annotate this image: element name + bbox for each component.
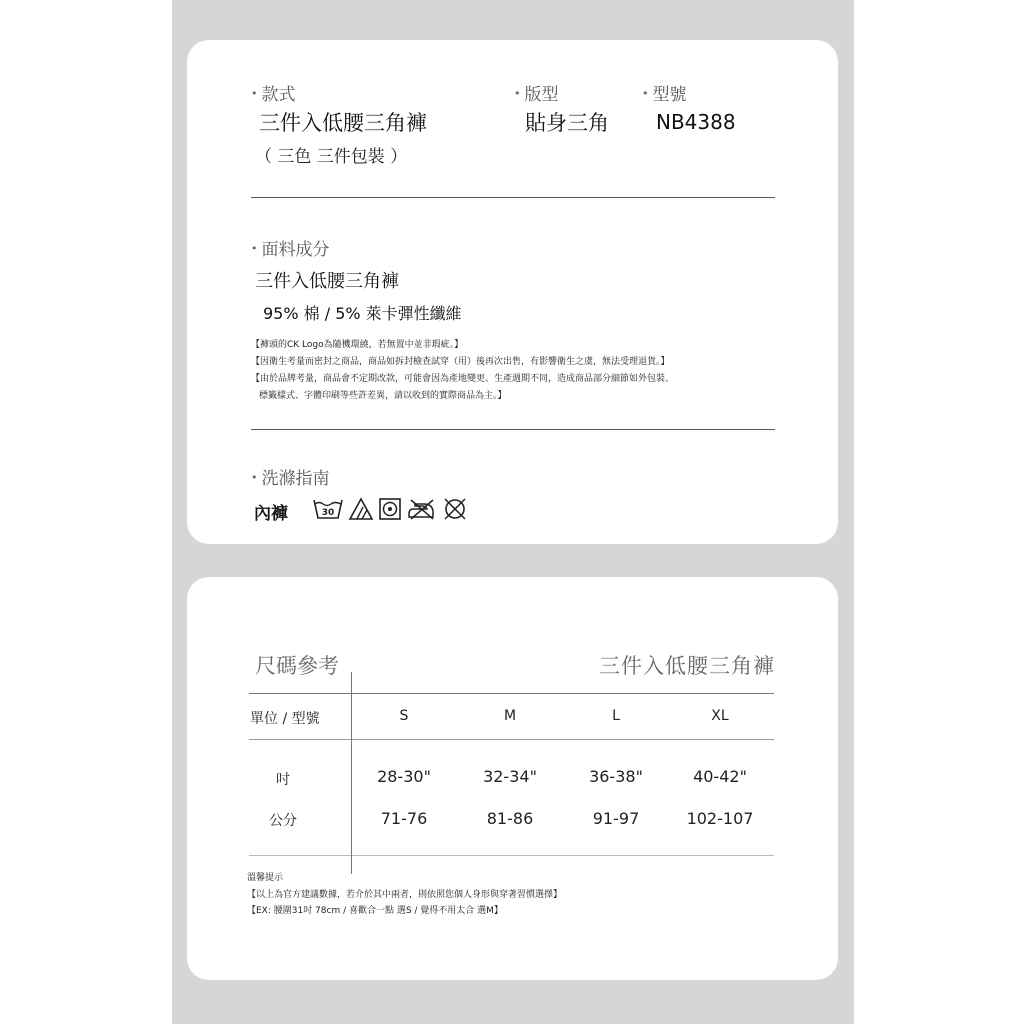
- style-label: • 款式: [251, 80, 296, 105]
- fit-value: 貼身三角: [525, 111, 609, 135]
- table-cell: 102-107: [686, 809, 754, 828]
- size-chart-product: 三件入低腰三角褲: [599, 654, 775, 678]
- fabric-note: 標籤樣式、字體印刷等些許差異，請以收到的實際商品為主。】: [259, 391, 507, 401]
- model-label: • 型號: [642, 80, 687, 105]
- fabric-name: 三件入低腰三角褲: [255, 271, 399, 292]
- product-details-card: [187, 40, 838, 544]
- table-cell: 32-34": [483, 767, 537, 786]
- table-cell: 36-38": [589, 767, 643, 786]
- table-header-cell: S: [399, 708, 409, 724]
- size-chart-title: 尺碼參考: [255, 654, 339, 678]
- table-header-rule: [249, 739, 774, 740]
- style-sub: （ 三色 三件包裝 ）: [255, 147, 408, 167]
- table-cell: 71-76: [380, 809, 428, 828]
- tip-line: 【以上為官方建議數據，若介於其中兩者，則依照您個人身形與穿著習慣選擇】: [247, 890, 563, 900]
- tumble-dry-icon: [378, 497, 402, 521]
- care-label: • 洗滌指南: [251, 464, 330, 489]
- table-header-cell: L: [612, 708, 620, 724]
- divider: [251, 197, 775, 198]
- wash-30-icon: [312, 497, 344, 521]
- table-header-cell: XL: [711, 708, 729, 724]
- no-iron-icon: [406, 497, 438, 521]
- fit-label: • 版型: [514, 80, 559, 105]
- table-vertical-rule: [351, 672, 352, 874]
- care-item: 內褲: [254, 504, 288, 524]
- style-name: 三件入低腰三角褲: [259, 111, 427, 135]
- fabric-note: 【褲頭的CK Logo為隨機環繞，若無置中並非瑕疵。】: [251, 340, 464, 350]
- table-header-cell: M: [503, 708, 517, 724]
- table-row-label: 公分: [269, 813, 297, 829]
- table-header-cell: 單位 / 型號: [250, 711, 320, 727]
- table-cell: 28-30": [377, 767, 431, 786]
- fabric-composition: 95% 棉 / 5% 萊卡彈性纖維: [263, 304, 462, 323]
- no-dry-clean-icon: [442, 497, 468, 521]
- tip-line: 【EX: 腰圍31吋 78cm / 喜歡合一點 選S / 覺得不用太合 選M】: [247, 906, 503, 916]
- table-row-label: 吋: [276, 772, 290, 788]
- model-value: NB4388: [656, 110, 736, 134]
- fabric-note: 【由於品牌考量，商品會不定期改款，可能會因為產地變更、生產週期不同，造成商品部分細節如外包裝、: [251, 374, 675, 384]
- table-cell: 91-97: [592, 809, 640, 828]
- wash-temp: 30: [321, 508, 335, 518]
- fabric-note: 【因衛生考量而密封之商品，商品如拆封檢查試穿（用）後再次出售，有影響衛生之虞，無法受理退貨。】: [251, 357, 670, 367]
- fabric-label: • 面料成分: [251, 235, 330, 260]
- care-icons: [312, 497, 468, 521]
- table-bottom-rule: [249, 855, 774, 856]
- table-cell: 81-86: [486, 809, 534, 828]
- table-top-rule: [249, 693, 774, 694]
- size-chart-card: [187, 577, 838, 980]
- table-cell: 40-42": [693, 767, 747, 786]
- bleach-triangle-icon: [348, 497, 374, 521]
- tip-title: 溫馨提示: [247, 873, 284, 883]
- divider: [251, 429, 775, 430]
